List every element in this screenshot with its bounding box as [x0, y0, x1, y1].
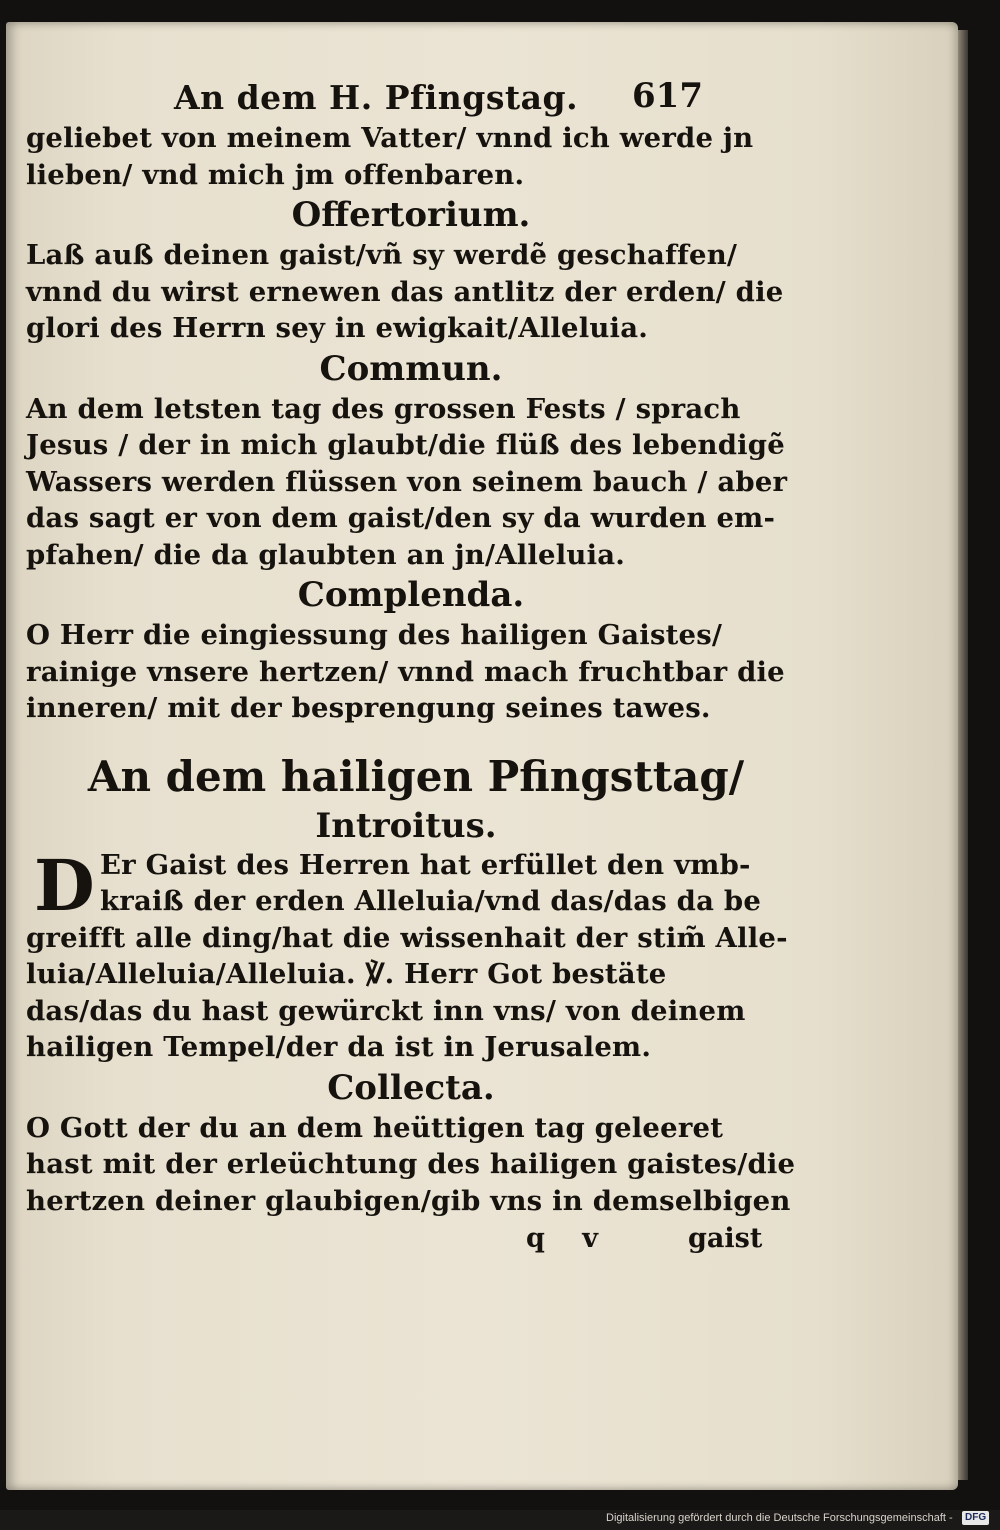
- text-line: inneren/ mit der besprengung seines tawes.: [26, 692, 711, 724]
- text-line: greifft alle ding/hat die wissenhait der stim̃ Alle-: [26, 921, 788, 954]
- feast-heading: An dem hailigen Pfingsttag/: [87, 751, 745, 801]
- text-line: das sagt er von dem gaist/den sy da wurden em-: [26, 502, 776, 534]
- text-line: hailigen Tempel/der da ist in Jerusalem.: [26, 1031, 652, 1063]
- dfg-logo: DFG: [962, 1511, 989, 1525]
- text-line: rainige vnsere hertzen/ vnnd mach fruchtbar die: [26, 655, 785, 688]
- text-line: lieben/ vnd mich jm offenbaren.: [26, 158, 525, 191]
- catchword: gaist: [688, 1223, 763, 1254]
- text-line: hertzen deiner glaubigen/gib vns in demselbigen: [26, 1184, 791, 1217]
- section-heading-commun: Commun.: [319, 348, 503, 389]
- text-line: Wassers werden flüssen von seinem bauch / aber: [26, 465, 788, 498]
- text-line: hast mit der erleüchtung des hailigen gaistes/die: [26, 1148, 796, 1180]
- text-line: pfahen/ die da glaubten an jn/Alleluia.: [26, 538, 626, 571]
- text-line: kraiß der erden Alleluia/vnd das/das da be: [100, 885, 762, 917]
- digitization-credit: Digitalisierung gefördert durch die Deutsche Forschungsgemeinschaft -: [606, 1512, 953, 1524]
- page-foot: [26, 1223, 766, 1263]
- text-line: das/das du hast gewürckt inn vns/ von deinem: [26, 994, 746, 1027]
- text-line: geliebet von meinem Vatter/ vnnd ich werde jn: [26, 122, 754, 154]
- section-heading-collecta: Collecta.: [327, 1067, 495, 1108]
- text-line: O Herr die eingiessung des hailigen Gaistes/: [26, 619, 723, 651]
- text-line: vnnd du wirst ernewen das antlitz der erden/ die: [26, 275, 784, 308]
- page-edge: [958, 30, 968, 1480]
- page-number: 617: [632, 76, 703, 116]
- text-block: [26, 62, 796, 1263]
- text-line: O Gott der du an dem heüttigen tag geleeret: [26, 1111, 724, 1144]
- running-head: [26, 62, 766, 120]
- running-title: An dem H. Pfingstag.: [174, 78, 579, 117]
- section-heading-offertorium: Offertorium.: [291, 195, 531, 235]
- text-line: luia/Alleluia/Alleluia. ℣. Herr Got bestäte: [26, 958, 667, 990]
- section-heading-complenda: Complenda.: [297, 575, 525, 615]
- text-line: An dem letsten tag des grossen Fests / sprach: [26, 392, 741, 425]
- text-line: Jesus / der in mich glaubt/die flüß des lebendigẽ: [26, 429, 785, 461]
- text-line: glori des Herrn sey in ewigkait/Alleluia.: [26, 312, 648, 344]
- drop-cap-initial: D: [34, 843, 95, 927]
- text-line: Er Gaist des Herren hat erfüllet den vmb-: [100, 848, 751, 881]
- introitus-heading: Introitus.: [315, 805, 497, 846]
- signature-mark: q v: [526, 1223, 598, 1254]
- introitus-paragraph: [26, 843, 788, 1066]
- text-line: Laß auß deinen gaist/vñ sy werdẽ geschaffen/: [26, 239, 738, 271]
